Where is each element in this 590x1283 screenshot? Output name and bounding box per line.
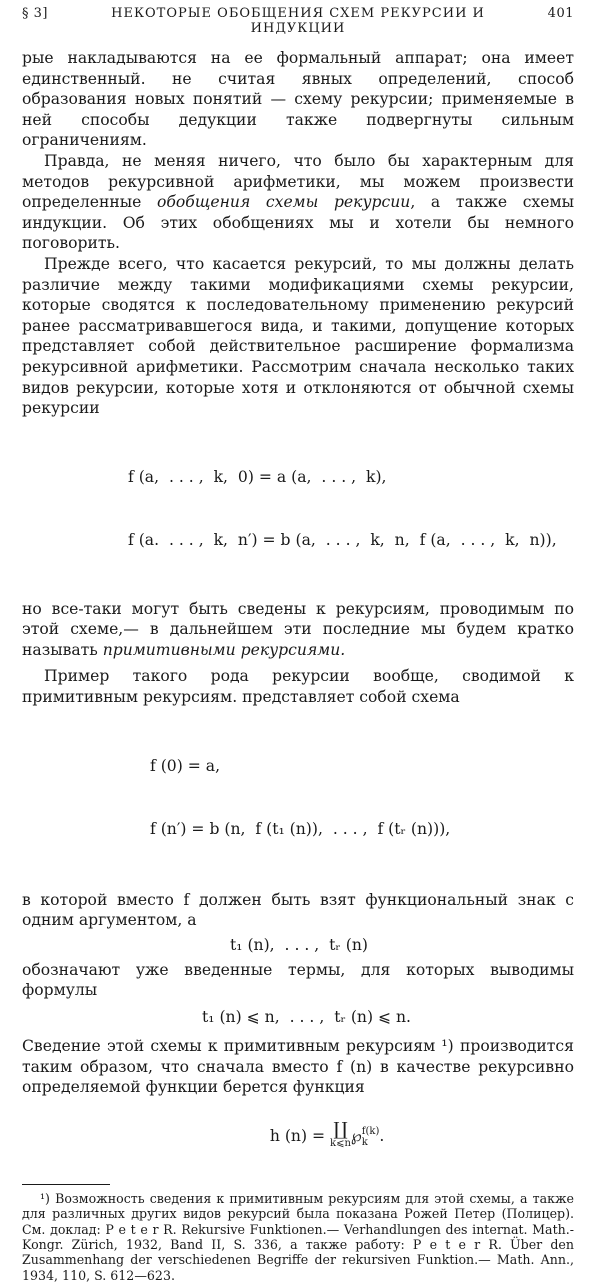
formula-5-scripts [362,1126,380,1148]
paragraph-1: рые накладываются на ее формальный аппарат; она имеет единственный. не считая явных определений, способ образования новых понятий — схему рекурсии; применяемые в ней способы дедукции также подвергнуты сильным ограничениям. [22,49,574,150]
paragraph-3: Прежде всего, что касается рекурсий, то мы должны делать различие между такими модификациями схемы рекурсии, которые сводятся к последовательному применению рекурсий ранее рассматривавшегося вида, и такими, допущение которых представляет собой действительное расширение формализма рекурсивной арифметики. Рассмотрим сначала несколько таких видов рекурсии, которые хотя и отклоняются от обычной схемы рекурсии [22,254,574,418]
formula-5-end: . [379,1126,385,1145]
formula-2 [150,714,574,882]
paragraph-2-emphasis: обобщения схемы рекурсии [157,193,411,212]
paragraph-2-text-b: , а также схемы индукции. Об этих обобщениях мы и хотели бы немного поговорить. [22,193,574,253]
formula-5-superscript: f(k) [361,1125,380,1137]
book-page [22,6,574,1283]
paragraph-5: Пример такого рода рекурсии вообще, сводимой к примитивным рекурсиям. представляет собой схема [22,667,574,707]
formula-5-base: ℘ [350,1126,362,1145]
paragraph-2-text-a: Правда, не меняя ничего, что было бы характерным для методов рекурсивной арифметики, мы можем произвести определенные [22,151,574,212]
formula-3: t₁ (n), . . . , tᵣ (n) [230,935,369,954]
paragraph-4-text: но все-таки могут быть сведены к рекурсиям, проводимым по этой схеме,— в дальнейшем эти последние мы будем кратко называть [22,599,574,659]
formula-5-subscript: k⩽n [330,1137,351,1149]
formula-1-line-2: f (a. . . . , k, n′) = b (a, . . . , k, n, f (a, . . . , k, n)), [128,530,557,549]
paragraph-2 [22,151,574,254]
section-marker: § 3] [22,6,48,21]
paragraph-4-emphasis: примитивными рекурсиями. [102,640,346,659]
paragraph-8: Сведение этой схемы к примитивным рекурсиям ¹) производится таким образом, что сначала вместо f (n) в качестве рекурсивно определяемой функции берется функция [22,1037,574,1097]
paragraph-7: обозначают уже введенные термы, для которых выводимы формулы [22,960,574,1000]
formula-1 [128,425,574,593]
formula-4: t₁ (n) ⩽ n, . . . , tᵣ (n) ⩽ n. [202,1008,412,1027]
formula-5-operator: ∐ [333,1118,348,1140]
footnote-rule [22,1184,110,1185]
formula-5-lhs: h (n) = [269,1126,331,1145]
formula-2-line-1: f (0) = a, [150,756,221,775]
paragraph-4 [22,599,574,661]
running-title: НЕКОТОРЫЕ ОБОБЩЕНИЯ СХЕМ РЕКУРСИИ И ИНДУКЦИИ [111,6,485,36]
running-header [22,6,574,36]
formula-1-line-1: f (a, . . . , k, 0) = a (a, . . . , k), [128,467,387,486]
formula-2-line-2: f (n′) = b (n, f (t₁ (n)), . . . , f (tᵣ (n))), [150,819,451,838]
formula-5-index: k [361,1136,368,1148]
paragraph-6: в которой вместо f должен быть взят функциональный знак с одним аргументом, а [22,890,574,930]
page-number: 401 [547,6,574,21]
formula-5-operator-group [330,1118,351,1151]
footnote-1: ¹) Возможность сведения к примитивным рекурсиям для этой схемы, а также для различных других видов рекурсий была показана Рожей Петер (Полицер). См. доклад: P e t e r R. Rekursive Funktionen.— Verhandlungen des internat. Math.-Kongr. Zürich, 1932, Band II, S. 336, а также работу: P e t e r R. Über den Zusammenhang der verschiedenen Begriffe der rekursiven Funktion.— Math. Ann., 1934, 110, S. 612—623. [22,1190,574,1283]
formula-5 [250,1102,574,1172]
